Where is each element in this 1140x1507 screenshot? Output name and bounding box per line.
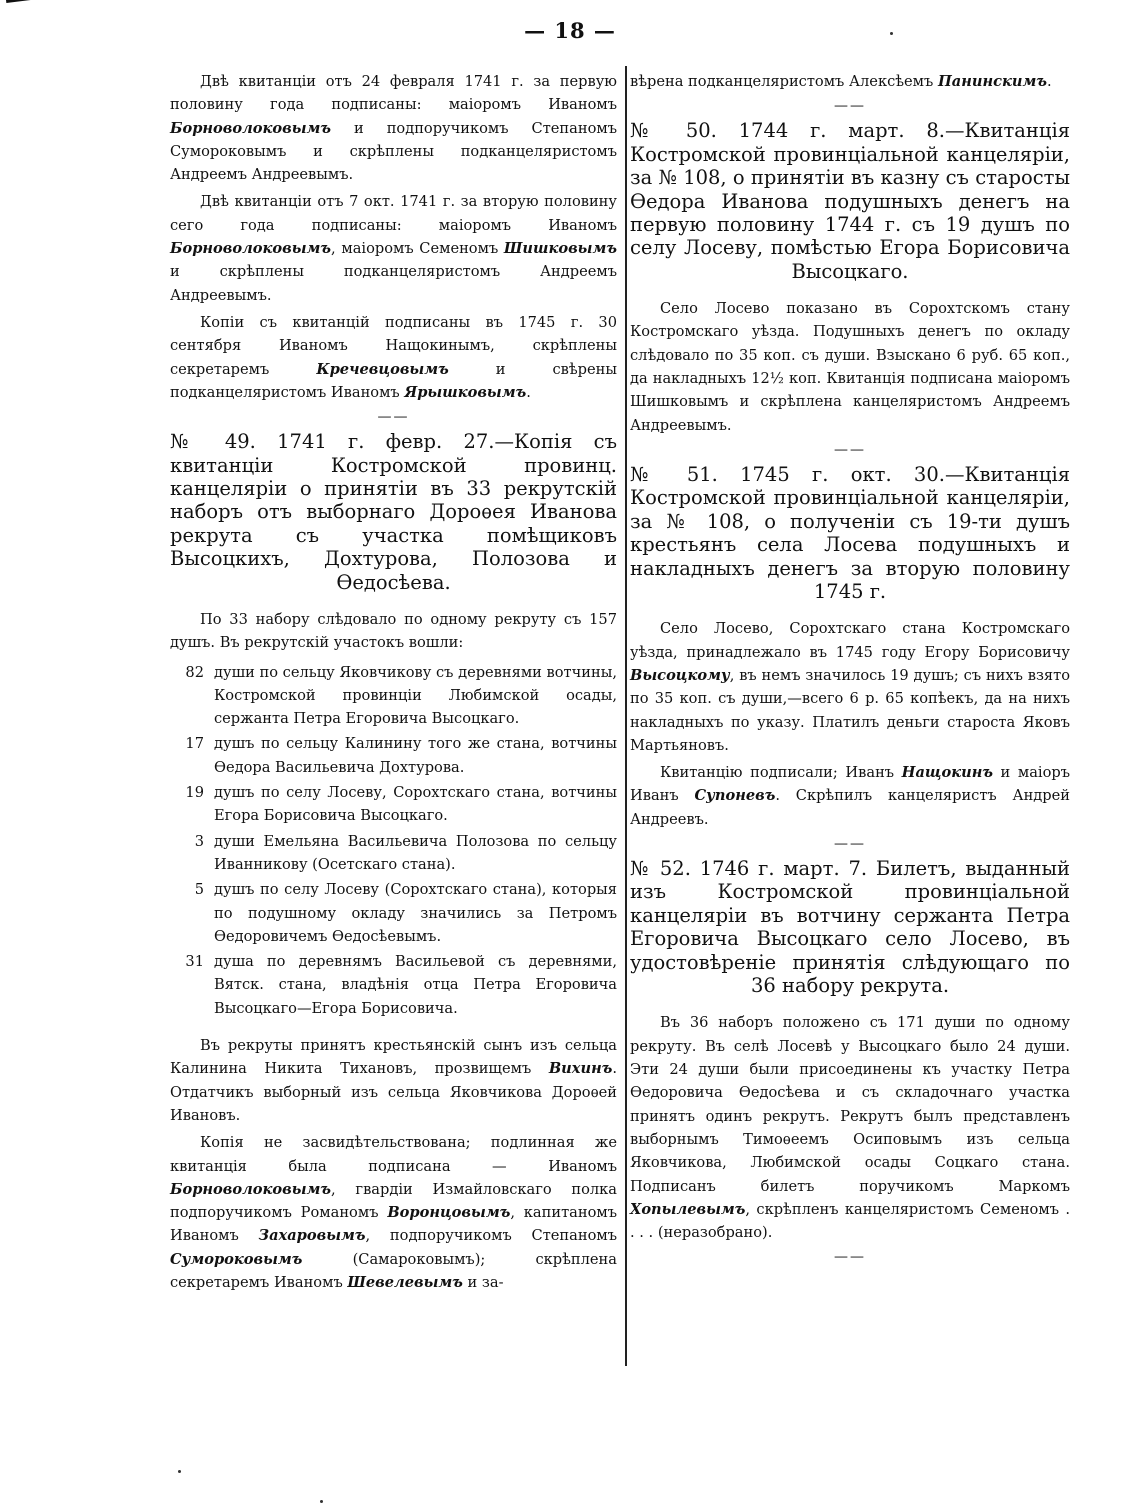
paragraph: вѣрена подканцеляристомъ Алексѣемъ Панинскимъ. — [630, 73, 1052, 90]
paragraph: Въ рекруты принятъ крестьянскій сынъ изъ сельца Калинина Никита Тихановъ, прозвищемъ Вихинъ. Отдатчикъ выборный изъ сельца Яковчикова Дороѳей Ивановъ. — [170, 1037, 617, 1124]
column-divider — [625, 66, 627, 1366]
section-separator: —— — [834, 836, 866, 853]
scan-speck — [178, 1470, 181, 1473]
paragraph: Двѣ квитанціи отъ 7 окт. 1741 г. за вторую половину сего года подписаны: маіоромъ Иваномъ Борноволоковымъ, маіоромъ Семеномъ Шишковымъ и скрѣплены подканцеляристомъ Андреемъ Андреевымъ. — [170, 193, 617, 304]
scan-speck — [890, 32, 893, 35]
list-item-text: души по сельцу Яковчикову съ деревнями вотчины, Костромской провинціи Любимской осады, сержанта Петра Егоровича Высоцкаго. — [214, 663, 617, 728]
section-separator: —— — [834, 1249, 866, 1266]
surname-emphasis: Шевелевымъ — [347, 1274, 463, 1292]
left-column — [170, 70, 617, 1294]
list-item — [170, 950, 617, 1020]
list-item-text: душъ по селу Лосеву (Сорохтскаго стана), которыя по подушному окладу значились за Петромъ Ѳедоровичемъ Ѳедосѣевымъ. — [214, 881, 617, 945]
surname-emphasis: Шишковымъ — [503, 240, 617, 258]
surname-emphasis: Воронцовымъ — [387, 1204, 511, 1222]
paragraph: По 33 набору слѣдовало по одному рекруту съ 157 душъ. Въ рекрутскій участокъ вошли: — [170, 611, 617, 652]
surname-emphasis: Нащокинъ — [901, 764, 993, 782]
paragraph: Село Лосево, Сорохтскаго стана Костромскаго уѣзда, принадлежало въ 1745 году Егору Борисовичу Высоцкому, въ немъ значилось 19 душъ; съ нихъ взято по 35 коп. съ души,—всего 6 р. 65 копѣекъ, да на нихъ накладныхъ по указу. Платилъ деньги староста Яковъ Мартьяновъ. — [630, 620, 1070, 754]
recruit-area-list — [170, 661, 617, 1020]
paragraph: Копіи съ квитанцій подписаны въ 1745 г. 30 сентября Иваномъ Нащокинымъ, скрѣплены секретаремъ Кречевцовымъ и свѣрены подканцеляристомъ Иваномъ Ярышковымъ. — [170, 313, 617, 401]
list-item-text: душъ по селу Лосеву, Сорохтскаго стана, вотчины Егора Борисовича Высоцкаго. — [214, 784, 617, 825]
page-number: — 18 — — [524, 18, 616, 43]
entry-heading-51: № 51. 1745 г. окт. 30.—Квитанція Костромской провинціальной канцеляріи, за № 108, о полученіи съ 19-ти душъ крестьянъ села Лосева подушныхъ и накладныхъ денегъ за вторую половину 1745 г. — [630, 462, 1070, 603]
paragraph: Копія не засвидѣтельствована; подлинная же квитанція была подписана — Иваномъ Борноволоковымъ, гвардіи Измайловскаго полка подпоручикомъ Романомъ Воронцовымъ, капитаномъ Иваномъ Захаровымъ, подпоручикомъ Степаномъ Сумороковымъ (Самароковымъ); скрѣплена секретаремъ Иваномъ Шевелевымъ и за- — [170, 1134, 617, 1292]
section-separator: —— — [377, 409, 410, 426]
paragraph: Квитанцію подписали; Иванъ Нащокинъ и маіоръ Иванъ Супоневъ. Скрѣпилъ канцеляристъ Андрей Андреевъ. — [630, 764, 1070, 828]
list-item-number: 82 — [185, 663, 204, 681]
scan-speck — [320, 1500, 323, 1503]
list-item — [170, 830, 617, 877]
list-item-number: 31 — [185, 953, 204, 971]
paragraph: Двѣ квитанціи отъ 24 февраля 1741 г. за первую половину года подписаны: маіоромъ Иваномъ Борноволоковымъ и подпоручикомъ Степаномъ Сумороковымъ и скрѣплены подканцеляристомъ Андреемъ Андреевымъ. — [170, 73, 617, 184]
list-item-text: душъ по сельцу Калинину того же стана, вотчины Ѳедора Васильевича Дохтурова. — [214, 735, 617, 776]
surname-emphasis: Борноволоковымъ — [170, 240, 332, 258]
paragraph: Въ 36 наборъ положено съ 171 души по одному рекруту. Въ селѣ Лосевѣ у Высоцкаго было 24 души. Эти 24 души были присоединены къ участку Петра Ѳедоровича Ѳедосѣева и съ складочнаго участка принятъ одинъ рекрутъ. Рекрутъ былъ представленъ выборнымъ Тимоѳеемъ Осиповымъ изъ сельца Яковчикова, Любимской осады Соцкаго стана. Подписанъ билетъ поручикомъ Маркомъ Хопылевымъ, скрѣпленъ канцеляристомъ Семеномъ . . . . (неразобрано). — [630, 1014, 1070, 1242]
surname-emphasis: Супоневъ — [694, 787, 776, 805]
surname-emphasis: Борноволоковымъ — [170, 1180, 332, 1198]
list-item-number: 17 — [185, 735, 204, 753]
list-item — [170, 661, 617, 731]
section-separator: —— — [834, 441, 866, 458]
entry-heading-52: № 52. 1746 г. март. 7. Билетъ, выданный изъ Костромской провинціальной канцеляріи въ вотчину сержанта Петра Егоровича Высоцкаго село Лосево, въ удостовѣреніе принятія слѣдующаго по 36 набору рекрута. — [630, 857, 1070, 998]
entry-heading-50: № 50. 1744 г. март. 8.—Квитанція Костромской провинціальной канцеляріи, за № 108, о принятіи въ казну съ старосты Ѳедора Иванова подушныхъ денегъ на первую половину 1744 г. съ 19 душъ по селу Лосеву, помѣстью Егора Борисовича Высоцкаго. — [630, 119, 1070, 283]
list-item-number: 5 — [194, 881, 204, 899]
surname-emphasis: Борноволоковымъ — [170, 119, 332, 137]
list-item — [170, 878, 617, 948]
surname-emphasis: Вихинъ — [548, 1060, 613, 1078]
surname-emphasis: Высоцкому — [630, 666, 730, 684]
list-item — [170, 732, 617, 779]
section-separator: —— — [834, 98, 866, 115]
surname-emphasis: Сумороковымъ — [170, 1250, 303, 1268]
list-item-number: 3 — [194, 832, 204, 850]
surname-emphasis: Хопылевымъ — [630, 1200, 746, 1218]
paragraph: Село Лосево показано въ Сорохтскомъ стану Костромскаго уѣзда. Подушныхъ денегъ по окладу слѣдовало по 35 коп. съ души. Взыскано 6 руб. 65 коп., да накладныхъ 12½ коп. Квитанція подписана маіоромъ Шишковымъ и скрѣплена канцеляристомъ Андреемъ Андреевымъ. — [630, 300, 1070, 434]
right-column — [630, 70, 1070, 1270]
surname-emphasis: Ярышковымъ — [404, 383, 527, 401]
list-item-number: 19 — [185, 784, 204, 802]
list-item — [170, 781, 617, 828]
surname-emphasis: Захаровымъ — [258, 1227, 366, 1245]
surname-emphasis: Кречевцовымъ — [316, 360, 449, 378]
surname-emphasis: Панинскимъ — [937, 73, 1047, 90]
list-item-text: душа по деревнямъ Васильевой съ деревнями, Вятск. стана, владѣнія отца Петра Егоровича Высоцкаго—Егора Борисовича. — [214, 953, 617, 1017]
entry-heading-49: № 49. 1741 г. февр. 27.—Копія съ квитанціи Костромской провинц. канцеляріи о принятіи въ 33 рекрутскій наборъ отъ выборнаго Дороѳея Иванова рекрута съ участка помѣщиковъ Высоцкихъ, Дохтурова, Полозова и Ѳедосѣева. — [170, 430, 617, 594]
list-item-text: души Емельяна Васильевича Полозова по сельцу Иванникову (Осетскаго стана). — [214, 832, 617, 873]
scan-mark — [6, 0, 63, 12]
